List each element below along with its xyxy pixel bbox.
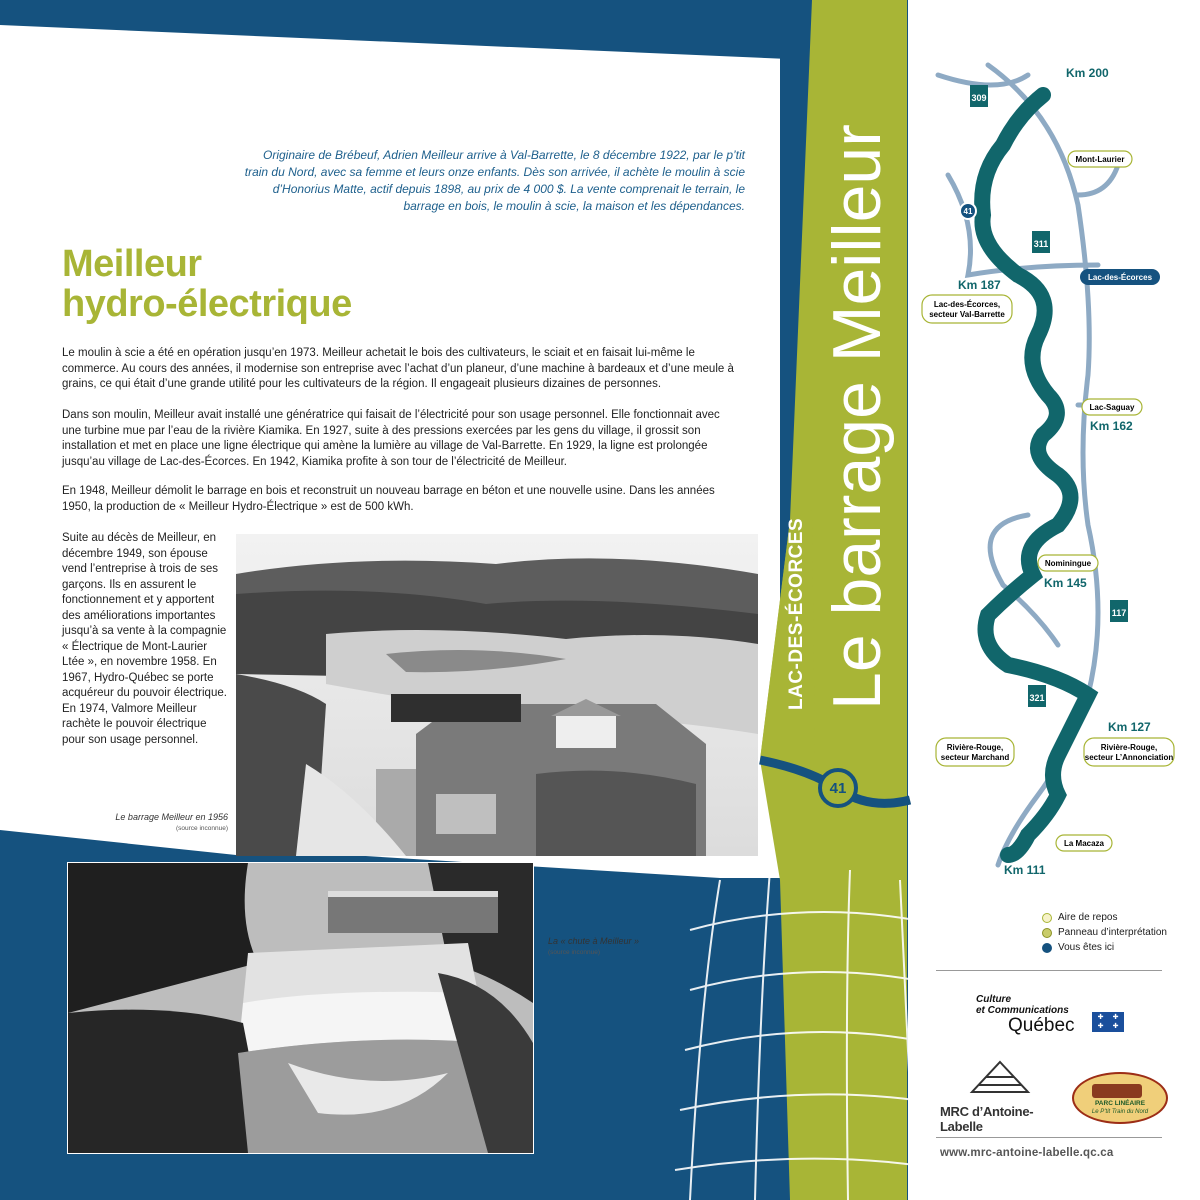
ministry-line-2: et Communications: [976, 1005, 1069, 1016]
rest-area-icon: [1042, 913, 1052, 923]
parc-lineaire-logo: [1072, 1072, 1168, 1124]
vertical-main-title: Le barrage Meilleur: [819, 124, 895, 710]
map-legend: [1042, 910, 1167, 955]
ministry-name: Québec: [1008, 1015, 1075, 1036]
svg-text:41: 41: [963, 207, 973, 216]
parc-name: PARC LINÉAIRE: [1094, 1100, 1146, 1107]
title-line-2: hydro-électrique: [62, 283, 352, 325]
place-la-macaza: [1056, 835, 1112, 851]
intro-text: Originaire de Brébeuf, Adrien Meilleur arrive à Val-Barrette, le 8 décembre 1922, par le p’tit train du Nord, avec sa femme et leurs onze enfants. Dès son arrivée, il achète le moulin à scie d’Honorius Matte, actif depuis 1898, au prix de 4 000 $. La vente comprenait le terrain, le barrage en bois, le moulin à scie, la maison et les dépendances.: [244, 148, 745, 213]
train-icon: [1092, 1084, 1142, 1098]
paragraph-1: Le moulin à scie a été en opération jusqu’en 1973. Meilleur achetait le bois des cultivateurs, le sciait et en faisait lui-même le commerce. Au cours des années, il modernise son entreprise avec l’achat d’un planeur, d’une machine à bardeaux et d’une meule à grains, ce qui était d’une grande utilité pour les cultivateurs de la région. Il engageait plusieurs dizaines de personnes.: [62, 347, 734, 390]
paragraph-3: En 1948, Meilleur démolit le barrage en bois et reconstruit un nouveau barrage en béton et une nouvelle usine. Dans les années 1950, la production de « Meilleur Hydro-Électrique » est de 500 kWh.: [62, 485, 715, 513]
km-127-label: Km 127: [1108, 720, 1151, 734]
svg-text:Rivière-Rouge,: Rivière-Rouge,: [946, 743, 1004, 752]
route-map: [908, 55, 1200, 885]
place-nominingue: [1038, 555, 1098, 571]
stop-marker: 41: [818, 768, 858, 808]
svg-text:Lac-des-Écorces: Lac-des-Écorces: [1087, 273, 1153, 282]
panel-icon: [1042, 928, 1052, 938]
km-145-label: Km 145: [1044, 576, 1087, 590]
title-line-1: Meilleur: [62, 243, 202, 285]
km-200-label: Km 200: [1066, 66, 1109, 80]
photo2-caption-text: La « chute à Meilleur »: [548, 936, 640, 946]
place-lannonciation: [1084, 738, 1174, 766]
photo1-caption-text: Le barrage Meilleur en 1956: [115, 812, 228, 822]
mrc-mountain-icon: [970, 1060, 1030, 1094]
mrc-name: MRC d’Antoine-Labelle: [940, 1104, 1034, 1134]
website-url: www.mrc-antoine-labelle.qc.ca: [940, 1147, 1114, 1159]
route-311-shield: [1032, 231, 1050, 253]
svg-text:Lac-Saguay: Lac-Saguay: [1089, 403, 1135, 412]
photo2-source: (source inconnue): [548, 949, 601, 956]
place-val-barrette: [922, 295, 1012, 323]
km-162-label: Km 162: [1090, 419, 1133, 433]
vertical-title-block: [786, 120, 900, 720]
svg-text:Lac-des-Écorces,: Lac-des-Écorces,: [933, 300, 1001, 309]
mrc-logo: [940, 1060, 1065, 1134]
svg-text:Nominingue: Nominingue: [1044, 559, 1092, 568]
ministry-line-1: Culture: [976, 994, 1011, 1005]
svg-text:Rivière-Rouge,: Rivière-Rouge,: [1100, 743, 1158, 752]
falls-photo: [67, 862, 534, 1154]
parc-subtitle: Le P’tit Train du Nord: [1091, 1109, 1149, 1115]
legend-you-are-here: [1042, 940, 1167, 955]
legend-rest-area: [1042, 910, 1167, 925]
place-lac-des-ecorces: [1080, 269, 1160, 285]
svg-text:La Macaza: La Macaza: [1063, 839, 1105, 848]
svg-text:secteur Marchand: secteur Marchand: [940, 753, 1010, 762]
vertical-subtitle: LAC-DES-ÉCORCES: [786, 517, 807, 710]
route-309-shield: [970, 85, 988, 107]
dam-1956-photo: [236, 534, 758, 856]
quebec-flag-icon: ✚ ✚ ✚ ✚: [1092, 1012, 1124, 1032]
place-lac-saguay: [1082, 399, 1142, 415]
quebec-ministry-logo: [976, 994, 1126, 1036]
you-are-here-icon: [1042, 943, 1052, 953]
photo1-caption: [100, 812, 228, 834]
svg-text:311: 311: [1033, 239, 1049, 249]
place-marchand: [936, 738, 1014, 766]
km-187-label: Km 187: [958, 278, 1001, 292]
section-title: [62, 244, 352, 324]
route-117-shield: [1110, 600, 1128, 622]
legend-panel-label: Panneau d’interprétation: [1058, 927, 1167, 938]
divider-top: [936, 970, 1162, 971]
svg-text:309: 309: [971, 93, 987, 103]
paragraph-4: Suite au décès de Meilleur, en décembre 1949, son épouse vend l’entreprise à trois de ses garçons. Ils en assurent le fonctionnement et y apportent des améliorations importantes jusqu’à sa vente à la compagnie « Électrique de Mont-Laurier Ltée », en novembre 1958. En 1967, Hydro-Québec se porte acquéreur du pouvoir électrique. En 1974, Valmore Meilleur rachète le pouvoir électrique pour son usage personnel.: [62, 532, 227, 746]
route-321-shield: [1028, 685, 1046, 707]
paragraph-2: Dans son moulin, Meilleur avait installé une génératrice qui faisait de l’électricité pour son usage personnel. Elle fonctionnait avec une turbine mue par l’eau de la rivière Kiamika. En 1927, suite à des pressions exercées par les gens du village, il grossit son installation et met en place une ligne électrique qui amène la lumière au village de Val-Barrette. En 1929, la ligne est prolongée jusqu’au village de Lac-des-Écorces. En 1942, Kiamika profite à son tour de l’électricité de Meilleur.: [62, 409, 720, 468]
svg-text:321: 321: [1029, 693, 1045, 703]
photo2-caption: [548, 936, 668, 958]
svg-text:secteur Val-Barrette: secteur Val-Barrette: [929, 310, 1005, 319]
divider-bottom: [936, 1137, 1162, 1138]
you-are-here-marker: [960, 203, 976, 219]
legend-interpretation-panel: [1042, 925, 1167, 940]
place-mont-laurier: [1068, 151, 1132, 167]
svg-text:secteur L’Annonciation: secteur L’Annonciation: [1084, 753, 1174, 762]
svg-text:Mont-Laurier: Mont-Laurier: [1075, 155, 1125, 164]
photo1-source: (source inconnue): [175, 825, 228, 832]
svg-text:117: 117: [1111, 608, 1127, 618]
km-111-label: Km 111: [1004, 863, 1046, 877]
legend-here-label: Vous êtes ici: [1058, 942, 1115, 953]
legend-rest-area-label: Aire de repos: [1058, 912, 1118, 923]
